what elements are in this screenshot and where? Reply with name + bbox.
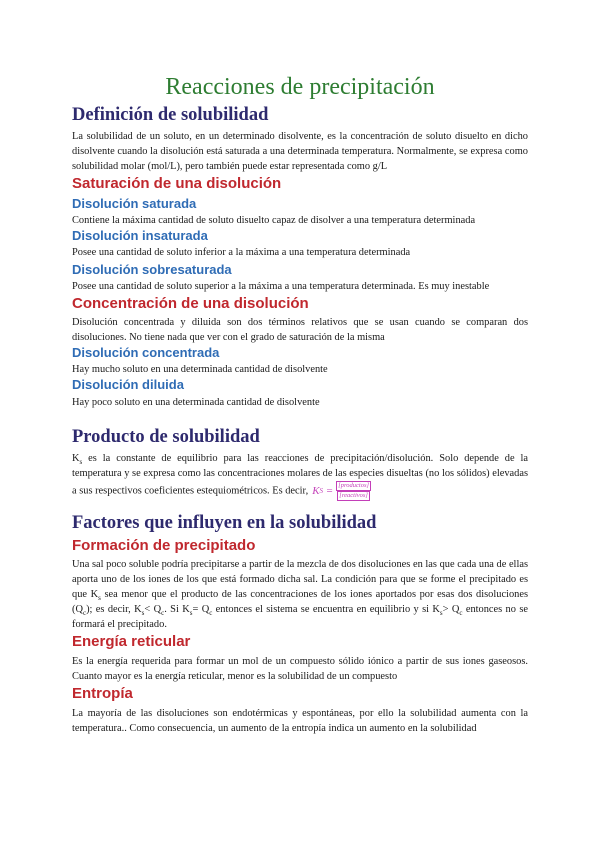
paragraph-producto: $K_s$ es la constante de equilibrio para las reacciones de precipitación/disolución. Solo depende de la temperatura y se expresa como las concentraciones molares de las especies disueltas (no los sólidos) elevadas a sus respectivos coeficientes estequiométricos. Es decir, K S = $\frac{\text{[productos]}}{\text{[reactivos]}}$ <box>72 453 528 499</box>
section-factores <box>72 512 528 736</box>
paragraph-concentrada: Hay mucho soluto en una determinada cantidad de disolvente <box>72 364 328 375</box>
heading-diluida: Disolución diluida <box>72 377 184 392</box>
document-title: Reacciones de precipitación <box>165 74 435 100</box>
paragraph-saturada: Contiene la máxima cantidad de soluto disuelto capaz de disolver a una temperatura determinada <box>72 215 476 226</box>
section-producto <box>72 426 528 501</box>
heading-formacion: Formación de precipitado <box>72 537 256 554</box>
heading-entropia: Entropía <box>72 685 133 702</box>
paragraph-definicion: La solubilidad de un soluto, en un determinado disolvente, es la concentración de soluto disuelto en dicho disolvente cuando la disolución está saturada a una determinada temperatura. Normalmente, se expresa como solubilidad molar (mol/L), pero también puede estar representada como g/L <box>72 131 528 172</box>
paragraph-sobresaturada: Posee una cantidad de soluto superior a la máxima a una temperatura determinada. Es muy inestable <box>72 281 490 292</box>
formula-fraction: $\frac{\text{[productos]}}{\text{[reactivos]}}$ <box>338 482 370 499</box>
ks-symbol: K <box>72 453 80 464</box>
heading-energia: Energía reticular <box>72 633 191 650</box>
heading-definicion: Definición de solubilidad <box>72 105 269 125</box>
heading-insaturada: Disolución insaturada <box>72 228 208 243</box>
paragraph-insaturada: Posee una cantidad de soluto inferior a la máxima a una temperatura determinada <box>72 247 411 258</box>
heading-producto: Producto de solubilidad <box>72 427 260 447</box>
paragraph-formacion: Una sal poco soluble podría precipitarse a partir de la mezcla de dos disoluciones en las que cada una de ellas aporta uno de los iones de los que está formado dicha sal. La condición para que se forme el precipitado es que $K_s$ sea menor que el producto de las concentraciones de los iones aportados por esas dos disoluciones $(Q_c)$; es decir, $K_s< Q_c$. Si $K_s= Q_c$ entonces el sistema se encuentra en equilibrio y si $K_s> Q_c$ entonces no se formará el precipitado. <box>72 559 528 630</box>
heading-sobresaturada: Disolución sobresaturada <box>72 262 232 277</box>
ks-formula: K S = $\frac{\text{[productos]}}{\text{[reactivos]}}$ <box>312 482 370 499</box>
section-definicion <box>72 104 528 410</box>
paragraph-entropia: La mayoría de las disoluciones son endotérmicas y espontáneas, por ello la solubilidad aumenta con la temperatura.. Como consecuencia, un aumento de la entropía indica un aumento en la solubilidad <box>72 708 528 734</box>
heading-concentracion: Concentración de una disolución <box>72 295 309 312</box>
paragraph-concentracion: Disolución concentrada y diluida son dos términos relativos que se usan cuando se comparan dos disoluciones. No tiene nada que ver con el grado de saturación de la misma <box>72 317 528 343</box>
heading-concentrada: Disolución concentrada <box>72 345 220 360</box>
heading-factores: Factores que influyen en la solubilidad <box>72 513 377 533</box>
heading-saturada: Disolución saturada <box>72 196 197 211</box>
paragraph-diluida: Hay poco soluto en una determinada cantidad de disolvente <box>72 397 320 408</box>
heading-saturacion: Saturación de una disolución <box>72 175 282 192</box>
paragraph-energia: Es la energía requerida para formar un mol de un compuesto sólido iónico a partir de sus iones gaseosos. Cuanto mayor es la energía reticular, menor es la solubilidad de un compuesto <box>72 656 528 682</box>
